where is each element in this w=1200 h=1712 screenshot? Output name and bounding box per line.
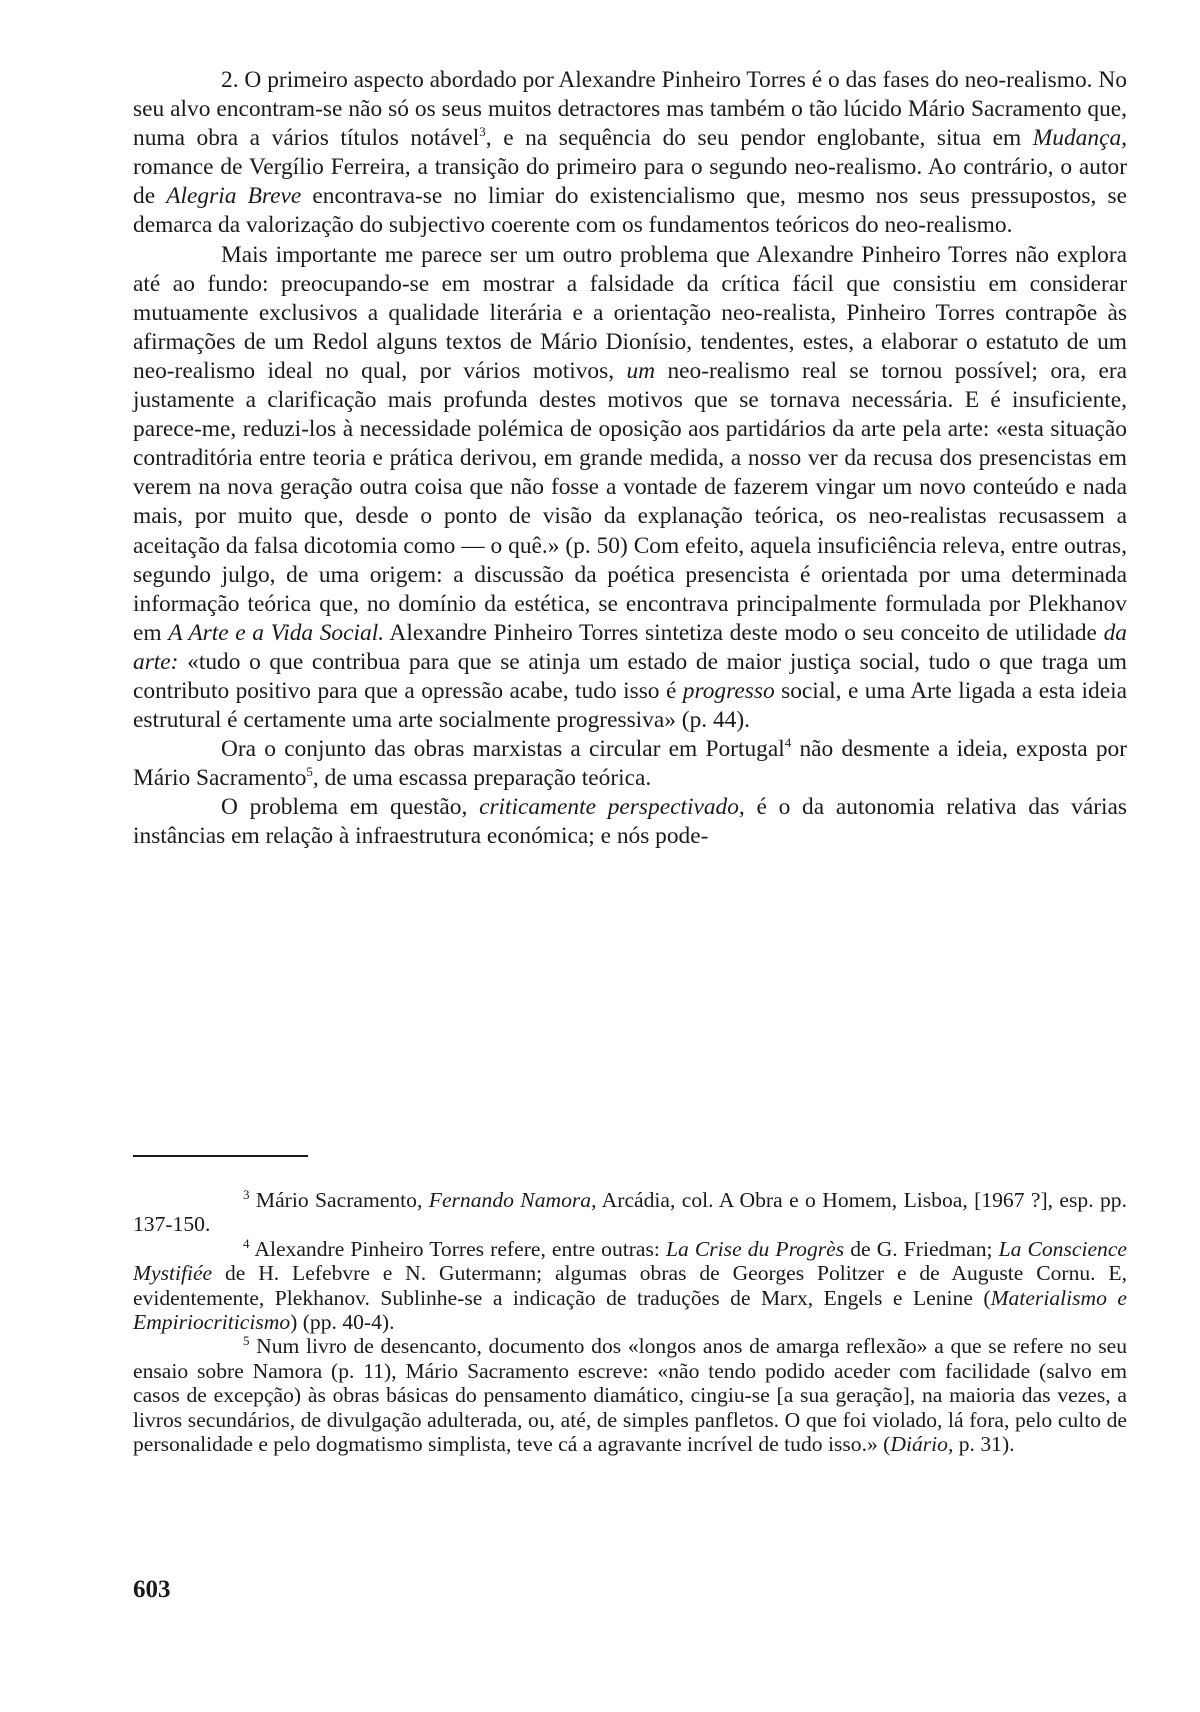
footnote-mark-5: 5: [243, 1333, 250, 1349]
footnotes: [133, 1188, 1127, 1456]
footnote-separator: [133, 1155, 308, 1157]
footnote-ref-3: 3: [479, 124, 486, 140]
footnote-mark-4: 4: [243, 1235, 250, 1251]
footnote-4: $^4$ Alexandre Pinheiro Torres refere, entre outras: La Crise du Progrès de G. Friedman; La Conscience Mystifiée de H. Lefebvre e N. Gutermann; algumas obras de Georges Politzer e de Auguste Cornu. E, evidentemente, Plekhanov. Sublinhe-se a indicação de traduções de Marx, Engels e Lenine (Materialismo e Empiriocriticismo) (pp. 40-4).: [133, 1235, 1128, 1335]
footnote-ref-5: 5: [306, 764, 313, 780]
footnote-mark-3: 3: [243, 1187, 250, 1202]
main-text: [133, 66, 1127, 852]
page-number: 603: [133, 1576, 171, 1603]
paragraph-4: O problema em questão, criticamente perspectivado, é o da autonomia relativa das várias instâncias em relação à infraestrutura económica; e nós pode-: [133, 794, 1127, 850]
footnote-ref-4: 4: [784, 735, 792, 751]
footnote-5: $^5$ Num livro de desencanto, documento dos «longos anos de amarga reflexão» a que se refere no seu ensaio sobre Namora (p. 11), Mário Sacramento escreve: «não tendo podido aceder com facilidade (salvo em casos de excepção) às obras básicas do pensamento diamático, cingiu-se [a sua geração], na maioria das vezes, a livros secundários, de divulgação adulterada, ou, até, de simples panfletos. O que foi violado, lá fora, pelo culto de personalidade e pelo dogmatismo simplista, teve cá a agravante incrível de tudo isso.» (Diário, p. 31).: [133, 1333, 1127, 1457]
paragraph-2: Mais importante me parece ser um outro problema que Alexandre Pinheiro Torres não explora até ao fundo: preocupando-se em mostrar a falsidade da crítica fácil que consistiu em considerar mutuamente exclusivos a qualidade literária e a orientação neo-realista, Pinheiro Torres contrapõe às afirmações de um Redol alguns textos de Mário Dionísio, tendentes, estes, a elaborar o estatuto de um neo-realismo ideal no qual, por vários motivos, um neo-realismo real se tornou possível; ora, era justamente a clarificação mais profunda destes motivos que se tornava necessária. E é insuficiente, parece-me, reduzi-los à necessidade polémica de oposição aos partidários da arte pela arte: «esta situação contraditória entre teoria e prática derivou, em grande medida, a nosso ver da recusa dos presencistas em verem na nova geração outra coisa que não fosse a vontade de fazerem vingar um novo conteúdo e nada mais, por muito que, desde o ponto de visão da explanação teórica, os neo-realistas recusassem a aceitação da falsa dicotomia como — o quê.» (p. 50) Com efeito, aquela insuficiência releva, entre outras, segundo julgo, de uma origem: a discussão da poética presencista é orientada por uma determinada informação teórica que, no domínio da estética, se encontrava principalmente formulada por Plekhanov em A Arte e a Vida Social. Alexandre Pinheiro Torres sintetiza deste modo o seu conceito de utilidade da arte: «tudo o que contribua para que se atinja um estado de maior justiça social, tudo o que traga um contributo positivo para que a opressão acabe, tudo isso é progresso social, e uma Arte ligada a esta ideia estrutural é certamente uma arte socialmente progressiva» (p. 44).: [133, 241, 1127, 734]
footnote-3: $^3$ Mário Sacramento, Fernando Namora, Arcádia, col. A Obra e o Homem, Lisboa, [1967 ?], esp. pp. 137-150.: [133, 1187, 1127, 1237]
paragraph-1: 2. O primeiro aspecto abordado por Alexandre Pinheiro Torres é o das fases do neo-realismo. No seu alvo encontram-se não só os seus muitos detractores mas também o tão lúcido Mário Sacramento que, numa obra a vários títulos notável$^3$, e na sequência do seu pendor englobante, situa em Mudança, romance de Vergílio Ferreira, a transição do primeiro para o segundo neo-realismo. Ao contrário, o autor de Alegria Breve encontrava-se no limiar do existencialismo que, mesmo nos seus pressupostos, se demarca da valorização do subjectivo coerente com os fundamentos teóricos do neo-realismo.: [133, 67, 1127, 239]
paragraph-3: Ora o conjunto das obras marxistas a circular em Portugal$^4$ não desmente a ideia, exposta por Mário Sacramento$^5$, de uma escassa preparação teórica.: [133, 735, 1128, 792]
